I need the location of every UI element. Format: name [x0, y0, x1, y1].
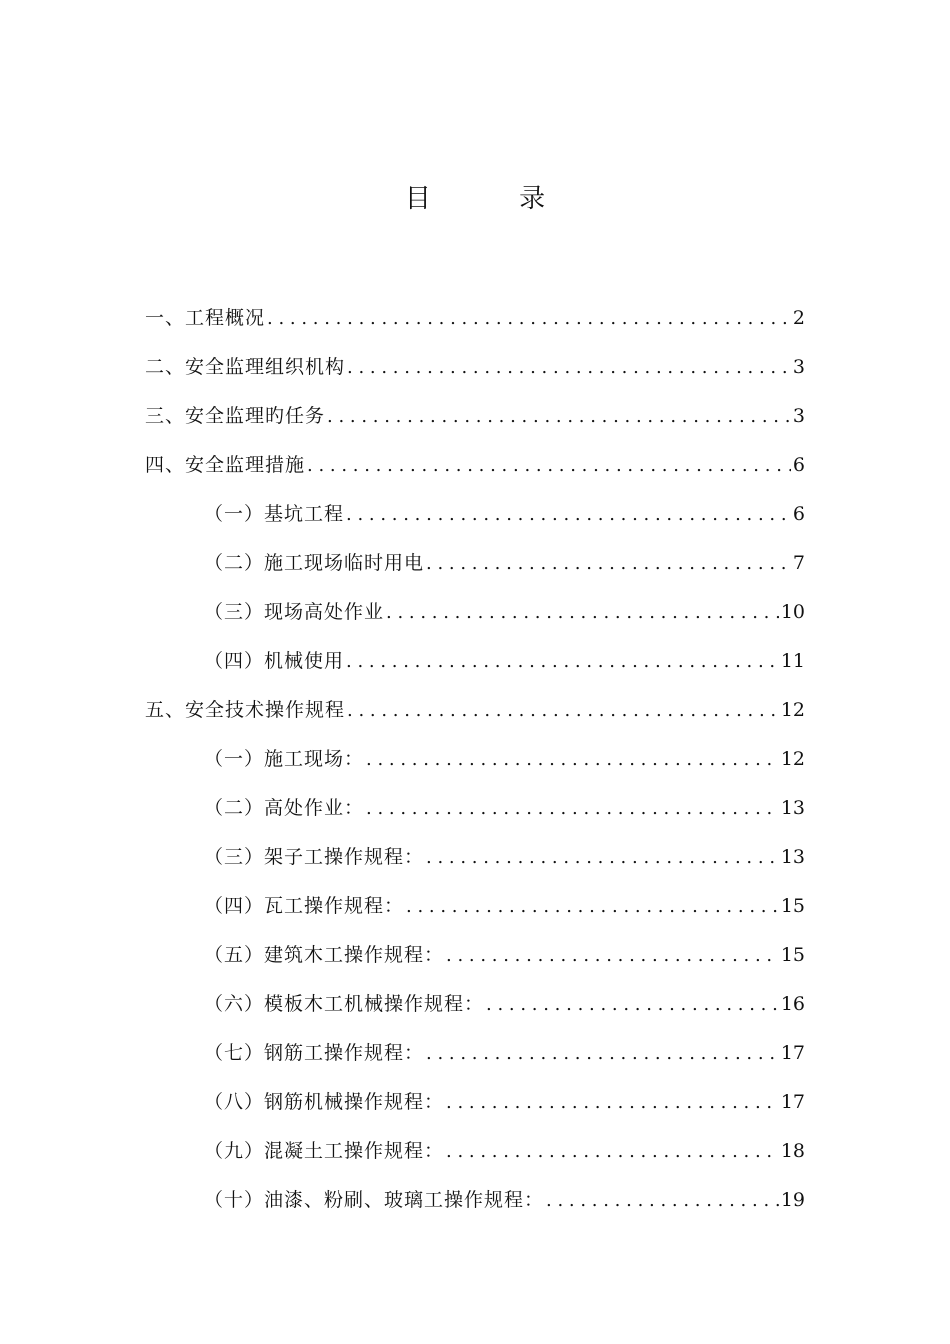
toc-entry[interactable]: [145, 891, 805, 940]
dot-leader: [426, 549, 791, 579]
dot-leader: [346, 500, 791, 530]
toc-entry-label: 二、安全监理组织机构: [145, 356, 346, 378]
dot-leader: [446, 941, 779, 971]
dot-leader: [406, 892, 779, 922]
dot-leader: [446, 1088, 779, 1118]
toc-entry-page: 3: [792, 356, 805, 378]
toc-entry[interactable]: [145, 744, 805, 793]
toc-entry-label: （五）建筑木工操作规程：: [204, 944, 445, 966]
toc-entry[interactable]: [145, 695, 805, 744]
toc-entry-label: （四）瓦工操作规程：: [204, 895, 405, 917]
toc-entry-label: （三）现场高处作业: [204, 601, 385, 623]
dot-leader: [386, 598, 779, 628]
toc-entry-label: 五、安全技术操作规程: [145, 699, 346, 721]
toc-entry-page: 13: [780, 846, 805, 868]
toc-entry-label: （十）油漆、粉刷、玻璃工操作规程：: [204, 1189, 545, 1211]
toc-entry-label: （三）架子工操作规程：: [204, 846, 425, 868]
dot-leader: [327, 402, 791, 432]
toc-entry[interactable]: [145, 842, 805, 891]
dot-leader: [446, 1137, 779, 1167]
toc-entry-page: 10: [780, 601, 805, 623]
dot-leader: [307, 451, 791, 481]
toc-entry[interactable]: [145, 1038, 805, 1087]
toc-entry-label: 三、安全监理旳任务: [145, 405, 326, 427]
toc-entry-page: 7: [792, 552, 805, 574]
toc-entry[interactable]: [145, 989, 805, 1038]
toc-entry-page: 17: [780, 1042, 805, 1064]
toc-entry-label: （二）高处作业：: [204, 797, 365, 819]
toc-entry-page: 19: [780, 1189, 805, 1211]
dot-leader: [366, 794, 779, 824]
toc-entry[interactable]: [145, 1136, 805, 1185]
toc-entry-label: （七）钢筋工操作规程：: [204, 1042, 425, 1064]
toc-entry-page: 2: [792, 307, 805, 329]
dot-leader: [347, 353, 791, 383]
dot-leader: [426, 1039, 779, 1069]
toc-title: 目 录: [404, 184, 586, 214]
dot-leader: [346, 647, 779, 677]
toc-entry-page: 16: [780, 993, 805, 1015]
toc-entry[interactable]: [145, 1185, 805, 1234]
toc-entry[interactable]: [145, 352, 805, 401]
toc-entry[interactable]: [145, 1087, 805, 1136]
toc-entry-page: 15: [780, 895, 805, 917]
toc-entry-page: 3: [792, 405, 805, 427]
dot-leader: [267, 304, 791, 334]
toc-entry-page: 13: [780, 797, 805, 819]
toc-entry-label: （九）混凝土工操作规程：: [204, 1140, 445, 1162]
toc-entry[interactable]: [145, 401, 805, 450]
table-of-contents: [145, 303, 805, 1234]
toc-entry-page: 12: [780, 699, 805, 721]
toc-entry[interactable]: [145, 793, 805, 842]
toc-entry-label: （六）模板木工机械操作规程：: [204, 993, 485, 1015]
toc-entry-page: 12: [780, 748, 805, 770]
dot-leader: [426, 843, 779, 873]
toc-entry-label: （二）施工现场临时用电: [204, 552, 425, 574]
toc-entry-label: 一、工程概况: [145, 307, 266, 329]
toc-entry[interactable]: [145, 597, 805, 646]
toc-entry[interactable]: [145, 940, 805, 989]
toc-entry-page: 18: [780, 1140, 805, 1162]
toc-entry-label: （一）基坑工程: [204, 503, 345, 525]
dot-leader: [546, 1186, 779, 1216]
dot-leader: [366, 745, 779, 775]
toc-entry[interactable]: [145, 548, 805, 597]
toc-entry-page: 6: [792, 454, 805, 476]
toc-entry-page: 11: [780, 650, 805, 672]
toc-entry-label: （一）施工现场：: [204, 748, 365, 770]
dot-leader: [347, 696, 779, 726]
toc-entry[interactable]: [145, 450, 805, 499]
toc-entry-label: （四）机械使用: [204, 650, 345, 672]
toc-entry-page: 15: [780, 944, 805, 966]
toc-entry[interactable]: [145, 499, 805, 548]
dot-leader: [486, 990, 779, 1020]
toc-entry-label: 四、安全监理措施: [145, 454, 306, 476]
toc-entry[interactable]: [145, 646, 805, 695]
toc-entry-page: 17: [780, 1091, 805, 1113]
toc-entry[interactable]: [145, 303, 805, 352]
toc-entry-label: （八）钢筋机械操作规程：: [204, 1091, 445, 1113]
toc-entry-page: 6: [792, 503, 805, 525]
